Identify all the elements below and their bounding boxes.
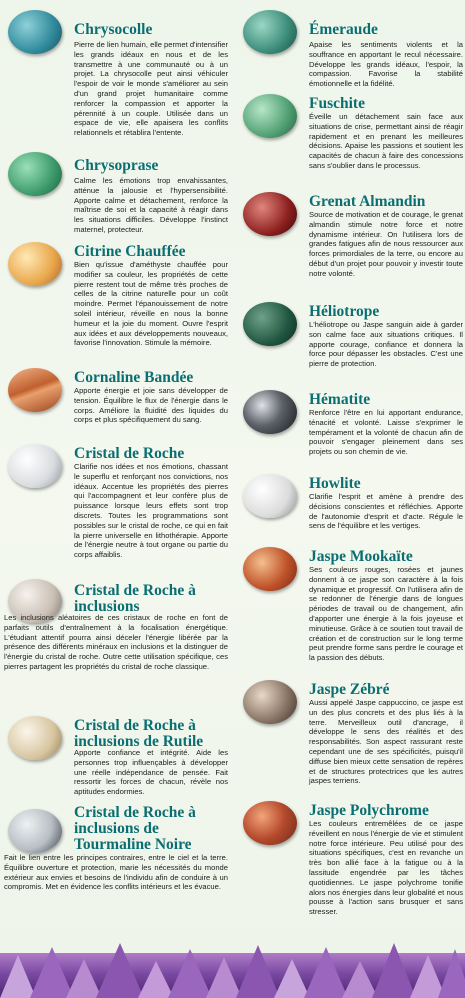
stone-description: Les inclusions aléatoires de ces cristaux de roche en font de parfaits outils d'entraînement à la focalisation énergétique. L'étudiant attentif pourra ainsi déceler l'énergie libérée par la présence des différents minéraux en inclusions et la distinguer de l'énergie du cristal de roche. Outre cette utilisation spécifique, ces pierres partagent les propriétés du cristal de roche classique. (4, 613, 228, 671)
stone-entry-cristal-rutile (0, 712, 230, 802)
stone-title: Émeraude (309, 21, 378, 38)
stone-entry-citrine (0, 238, 230, 364)
stone-description: Aussi appelé Jaspe cappuccino, ce jaspe est un des plus concrets et des plus liés à la terre. Merveilleux outil d'ancrage, il développe le sens des réalités et des responsabilités. Son aspect rassurant reste cependant une de ses spécificités, puisqu'il diffuse bien mieux cette sensation de repères et de structures protectrices que les autres jaspes terriens. (309, 698, 463, 786)
stone-description: Les couleurs entremêlées de ce jaspe réveillent en nous l'énergie de vie et stimulent notre force intérieure. Peu utilisé pour des situations spécifiques, c'est en revanche un très bon allié face à la fatigue ou à la lassitude engendrée par les tâches quotidiennes. Le jaspe polychrome tonifie alors nos énergies dans leur globalité et nous pousse à l'action sans brusquer et sans stresser. (309, 819, 463, 917)
left-column (0, 0, 230, 955)
stone-description: Clarifie l'esprit et amène à prendre des décisions conscientes et réfléchies. Apporte de l'autonomie d'esprit et d'acte. Régule le sens de l'équilibre et les vertiges. (309, 492, 463, 531)
stone-entry-cristal-inclusions (0, 575, 230, 705)
stone-description: Éveille un détachement sain face aux situations de crise, permettant ainsi de réagir rapidement et en prenant les meilleures décisions. Apaise les passions et soutient les capacités de chacun à faire des concessions sans s'oublier dans le processus. (309, 112, 463, 170)
stone-description: L'héliotrope ou Jaspe sanguin aide à garder son calme face aux situations critiques. Il apporte courage, confiance et donnera la force pour dépasser les obstacles. C'est une pierre de protection. (309, 320, 463, 369)
stone-title: Héliotrope (309, 303, 380, 320)
stone-title: Grenat Almandin (309, 193, 426, 210)
stone-description: Ses couleurs rouges, rosées et jaunes donnent à ce jaspe son caractère à la fois dynamique et progressif. On l'utilisera afin de se redonner de l'énergie dans de longues périodes de travail ou de changement, afin d'apporter une énergie à la fois joyeuse et minutieuse. Grâce à ce soutien tout travail de création et de construction sur le long terme peut prendre forme sans perdre le courage et la passion des débuts. (309, 565, 463, 663)
stone-description: Pierre de lien humain, elle permet d'intensifier les grands idéaux en nous et de les transmettre à une communauté ou à un projet. La chrysocolle peut ainsi véhiculer l'espoir de voir le monde s'améliorer au sein d'un grand projet humanitaire comme renforcer la compassion et apporter la pérennité à un couple. Utilisée dans un espace de vie, elle apaisera les conflits relationnels et rétablira l'entente. (74, 40, 228, 138)
stone-description: Bien qu'issue d'améthyste chauffée pour modifier sa couleur, les propriétés de cette pierre restent tout de même très proches de celles de la citrine naturelle pour un coût moindre. Permet l'épanouissement de notre soleil intérieur, réveille en nous la bonne humeur et la joie du moment. Ouvre l'esprit aux idées et aux développements nouveaux, favorise l'innovation. Stimule la mémoire. (74, 260, 228, 348)
stone-description: Source de motivation et de courage, le grenat almandin stimule notre force et notre dynamisme intérieur. On l'utilisera lors de grandes fatigues afin de nous ressourcer aux forces primordiales de la terre, ou encore au début d'un projet pour pouvoir y investir toute notre volonté. (309, 210, 463, 278)
stone-description: Renforce l'être en lui apportant endurance, ténacité et volonté. Laisse s'exprimer le tempérament et la volonté de chacun afin de pouvoir s'engager pleinement dans ses projets ou son chemin de vie. (309, 408, 463, 457)
stone-entry-heliotrope (235, 298, 465, 384)
stone-title: Jaspe Mookaïte (309, 548, 413, 565)
stone-entry-cristal-tourmaline (0, 805, 230, 925)
stone-entry-grenat-almandin (235, 188, 465, 290)
stone-entry-cornaline (0, 364, 230, 436)
stone-title: Jaspe Zébré (309, 681, 390, 698)
stone-title: Chrysocolle (74, 21, 153, 38)
stone-entry-fuschite (235, 90, 465, 186)
stone-entry-jaspe-polychrome (235, 797, 465, 947)
stone-title: Howlite (309, 475, 361, 492)
stone-entry-jaspe-mookaite (235, 543, 465, 671)
stone-entry-emeraude (235, 6, 465, 88)
stone-entry-howlite (235, 470, 465, 540)
stone-entry-hematite (235, 386, 465, 470)
stone-title: Cristal de Roche à inclusions de Rutile (74, 717, 204, 750)
stone-entry-jaspe-zebre (235, 676, 465, 794)
stone-title: Citrine Chauffée (74, 243, 186, 260)
stone-title: Chrysoprase (74, 157, 159, 174)
cristal-tourmaline-stone-image (8, 809, 62, 853)
stone-title: Cornaline Bandée (74, 369, 194, 386)
amethyst-crystals-decoration (0, 939, 465, 998)
stone-description: Apaise les sentiments violents et la souffrance en apportant le recul nécessaire. Développe les grands idéaux, l'espoir, la compassion. Favorise la stabilité émotionnelle et la fidélité. (309, 40, 463, 89)
stone-title: Jaspe Polychrome (309, 802, 429, 819)
stone-title: Cristal de Roche à inclusions de Tourmaline Noire (74, 804, 196, 853)
stone-description: Calme les émotions trop envahissantes, atténue la jalousie et l'hypersensibilité. Apporte calme et détachement, renforce la maîtrise de soi et la capacité à réagir dans les situations difficiles. Développe l'instinct maternel, protecteur. (74, 176, 228, 234)
stone-title: Hématite (309, 391, 371, 408)
stone-description: Apporte énergie et joie sans développer de tension. Équilibre le flux de l'énergie dans le corps. Améliore la fluidité des liquides du corps et plus spécifiquement du sang. (74, 386, 228, 425)
amethyst-crystal-band (0, 953, 465, 998)
stone-title: Cristal de Roche à inclusions (74, 582, 196, 615)
stone-entry-chrysocolle (0, 6, 230, 146)
stone-description: Apporte confiance et intégrité. Aide les personnes trop influençables à développer une réelle indépendance de pensée. Fait ressortir les forces de chacun, révèle nos aptitudes endormies. (74, 748, 228, 797)
stone-entry-cristal-de-roche (0, 440, 230, 572)
right-column (235, 0, 465, 955)
stone-description: Clarifie nos idées et nos émotions, chassant le superflu et renforçant nos convictions, nos idéaux. Accentue les propriétés des pierres qui l'accompagnent et leur confère plus de puissance lorsque leurs effets sont trop discrets. Toutes les programmations sont possibles sur le cristal de roche, ce qui en fait la pierre universelle en lithothérapie. Apporte de l'énergie neutre à tout organe ou partie du corps affaiblis. (74, 462, 228, 560)
stone-title: Cristal de Roche (74, 445, 185, 462)
stone-description: Fait le lien entre les principes contraires, entre le ciel et la terre. Équilibre ouverture et protection, marie les nécessités du monde extérieur aux envies et besoins de l'individu afin de conduire à un compromis. Met en évidence les conflits intérieurs et les évacue. (4, 853, 228, 892)
stone-title: Fuschite (309, 95, 365, 112)
stone-entry-chrysoprase (0, 148, 230, 240)
